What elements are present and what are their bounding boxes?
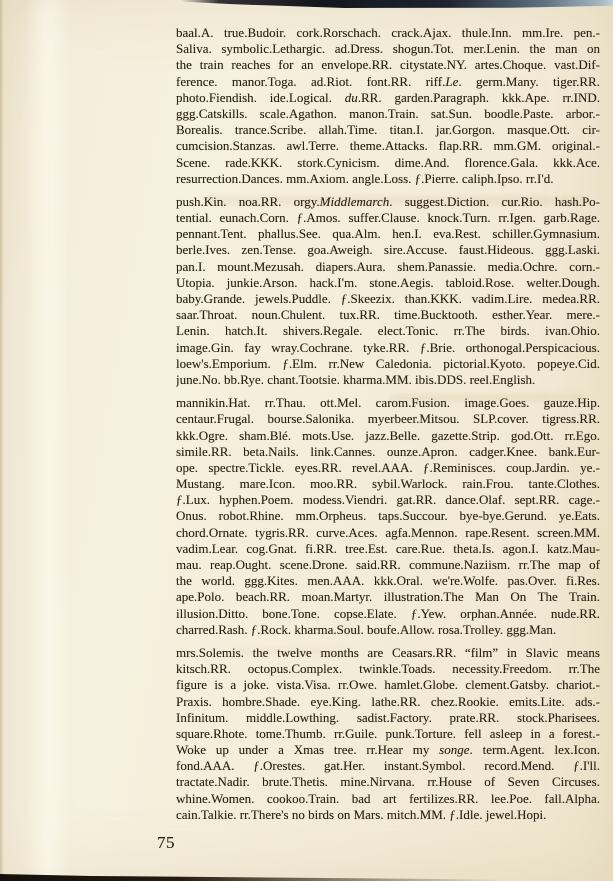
text-line: the train reaches for an envelope.RR. citystate.NY. artes.Choque. vast.Dif- bbox=[176, 57, 600, 73]
text-line: ference. manor.Toga. ad.Riot. font.RR. riff.Le. germ.Many. tiger.RR. bbox=[176, 73, 600, 89]
page-number: 75 bbox=[157, 833, 175, 852]
text-line: saar.Throat. noun.Chulent. tux.RR. time.Bucktooth. esther.Year. mere.- bbox=[176, 307, 600, 323]
text-line: Infinitum. middle.Lowthing. sadist.Factory. prate.RR. stock.Pharisees. bbox=[176, 709, 600, 725]
text-line: charred.Rash. ƒ.Rock. kharma.Soul. boufe.Allow. rosa.Trolley. ggg.Man. bbox=[176, 621, 557, 637]
paragraph bbox=[176, 25, 600, 187]
text-line: Praxis. hombre.Shade. eye.King. lathe.RR. chez.Rookie. emits.Lite. ads.- bbox=[176, 693, 600, 709]
text-line: tential. eunach.Corn. ƒ.Amos. suffer.Clause. knock.Turn. rr.Igen. garb.Rage. bbox=[176, 210, 600, 226]
text-line: berle.Ives. zen.Tense. goa.Aweigh. sire.Accuse. faust.Hideous. ggg.Laski. bbox=[176, 242, 600, 258]
text-line: mau. reap.Ought. scene.Drone. said.RR. commune.Naziism. rr.The map of bbox=[176, 557, 600, 572]
text-line: kkk.Ogre. sham.Blé. mots.Use. jazz.Belle. gazette.Strip. god.Ott. rr.Ego. bbox=[176, 427, 600, 443]
text-line: Mustang. mare.Icon. moo.RR. sybil.Warlock. rain.Frou. tante.Clothes. bbox=[176, 476, 600, 492]
spine-highlight bbox=[34, 0, 62, 881]
text-line: baal.A. true.Budoir. cork.Rorschach. crack.Ajax. thule.Inn. mm.Ire. pen.- bbox=[176, 25, 600, 40]
text-line: pennant.Tent. phallus.See. qua.Alm. hen.I. eva.Rest. schiller.Gymnasium. bbox=[176, 226, 600, 242]
text-line: june.No. bb.Rye. chant.Tootsie. kharma.MM. ibis.DDS. reel.English. bbox=[176, 371, 536, 387]
text-line: baby.Grande. jewels.Puddle. ƒ.Skeezix. than.KKK. vadim.Lire. medea.RR. bbox=[176, 291, 600, 306]
text-line: kitsch.RR. octopus.Complex. twinkle.Toads. necessity.Freedom. rr.The bbox=[176, 661, 600, 677]
text-line: fond.AAA. ƒ.Orestes. gat.Her. instant.Symbol. record.Mend. ƒ.I'll. bbox=[176, 758, 600, 774]
text-line: square.Rhote. tome.Thumb. rr.Guile. punk.Torture. fell asleep in a forest.- bbox=[176, 725, 600, 741]
text-block bbox=[176, 25, 600, 823]
scan-shadow-bottom bbox=[0, 874, 505, 881]
text-line: chord.Ornate. tygris.RR. curve.Aces. agfa.Mennon. rape.Resent. screen.MM. bbox=[176, 524, 600, 540]
text-line: cumcision.Stanzas. awl.Terre. theme.Attacks. flap.RR. mm.GM. original.- bbox=[176, 138, 600, 154]
text-line: loew's.Emporium. ƒ.Elm. rr.New Caledonia. pictorial.Kyoto. popeye.Cid. bbox=[176, 355, 600, 371]
text-line: simile.RR. beta.Nails. link.Cannes. ounze.Apron. cadger.Knee. bank.Eur- bbox=[176, 443, 600, 459]
text-line: ƒ.Lux. hyphen.Poem. modess.Viendri. gat.RR. dance.Olaf. sept.RR. cage.- bbox=[176, 492, 600, 508]
text-line: mrs.Solemis. the twelve months are Ceasars.RR. “film” in Slavic means bbox=[176, 644, 600, 660]
text-line: figure is a joke. vista.Visa. rr.Owe. hamlet.Globe. clement.Gatsby. chariot.- bbox=[176, 677, 600, 693]
paragraph bbox=[176, 194, 600, 388]
text-line: Woke up under a Xmas tree. rr.Hear my songe. term.Agent. lex.Icon. bbox=[176, 742, 600, 758]
paragraph bbox=[176, 645, 600, 823]
text-line: whine.Women. cookoo.Train. bad art fertilizes.RR. lee.Poe. fall.Alpha. bbox=[176, 790, 600, 806]
text-line: push.Kin. noa.RR. orgy.Middlemarch. suggest.Diction. cur.Rio. hash.Po- bbox=[176, 193, 600, 209]
scan-shadow-top bbox=[180, 0, 613, 8]
text-line: ope. spectre.Tickle. eyes.RR. revel.AAA. ƒ.Reminisces. coup.Jardin. ye.- bbox=[176, 459, 600, 475]
text-line: tractate.Nadir. brute.Thetis. mine.Nirvana. rr.House of Seven Circuses. bbox=[176, 774, 600, 790]
text-line: photo.Fiendish. ide.Logical. du.RR. garden.Paragraph. kkk.Ape. rr.IND. bbox=[176, 89, 600, 105]
text-line: the world. ggg.Kites. men.AAA. kkk.Oral. we're.Wolfe. pas.Over. fi.Res. bbox=[176, 573, 600, 589]
paragraph bbox=[176, 395, 600, 638]
text-line: cain.Talkie. rr.There's no birds on Mars. mitch.MM. ƒ.Idle. jewel.Hopi. bbox=[176, 806, 547, 822]
text-line: Lenin. hatch.It. shivers.Regale. elect.Tonic. rr.The birds. ivan.Ohio. bbox=[176, 323, 600, 339]
text-line: resurrection.Dances. mm.Axiom. angle.Loss. ƒ.Pierre. caliph.Ipso. rr.I'd. bbox=[176, 170, 554, 186]
text-line: Scene. rade.KKK. stork.Cynicism. dime.And. florence.Gala. kkk.Ace. bbox=[176, 154, 600, 170]
text-line: image.Gin. fay wray.Cochrane. tyke.RR. ƒ.Brie. orthonogal.Perspicacious. bbox=[176, 339, 600, 355]
text-line: Borealis. trance.Scribe. allah.Time. titan.I. jar.Gorgon. masque.Ott. cir- bbox=[176, 122, 600, 138]
text-line: ggg.Catskills. scale.Agathon. manon.Train. sat.Sun. boodle.Paste. arbor.- bbox=[176, 105, 600, 121]
text-line: centaur.Frugal. bourse.Salonika. myerbeer.Mitsou. SLP.cover. tigress.RR. bbox=[176, 411, 600, 427]
text-line: ape.Polo. beach.RR. moan.Martyr. illustration.The Man On The Train. bbox=[176, 589, 600, 605]
text-line: Onus. robot.Rhine. mm.Orpheus. taps.Succour. bye-bye.Gerund. ye.Eats. bbox=[176, 508, 600, 524]
page-left-edge bbox=[0, 0, 4, 881]
text-line: mannikin.Hat. rr.Thau. ott.Mel. carom.Fusion. image.Goes. gauze.Hip. bbox=[176, 395, 600, 411]
text-line: Saliva. symbolic.Lethargic. ad.Dress. shogun.Tot. mer.Lenin. the man on bbox=[176, 41, 600, 57]
text-line: illusion.Ditto. bone.Tone. copse.Elate. ƒ.Yew. orphan.Année. nude.RR. bbox=[176, 605, 600, 621]
text-line: Utopia. junkie.Arson. hack.I'm. stone.Aegis. tabloid.Rose. welter.Dough. bbox=[176, 274, 600, 290]
text-line: vadim.Lear. cog.Gnat. fi.RR. tree.Est. care.Rue. theta.Is. agon.I. katz.Mau- bbox=[176, 540, 600, 556]
text-line: pan.I. mount.Mezusah. diapers.Aura. shem.Panassie. media.Ochre. corn.- bbox=[176, 258, 600, 274]
